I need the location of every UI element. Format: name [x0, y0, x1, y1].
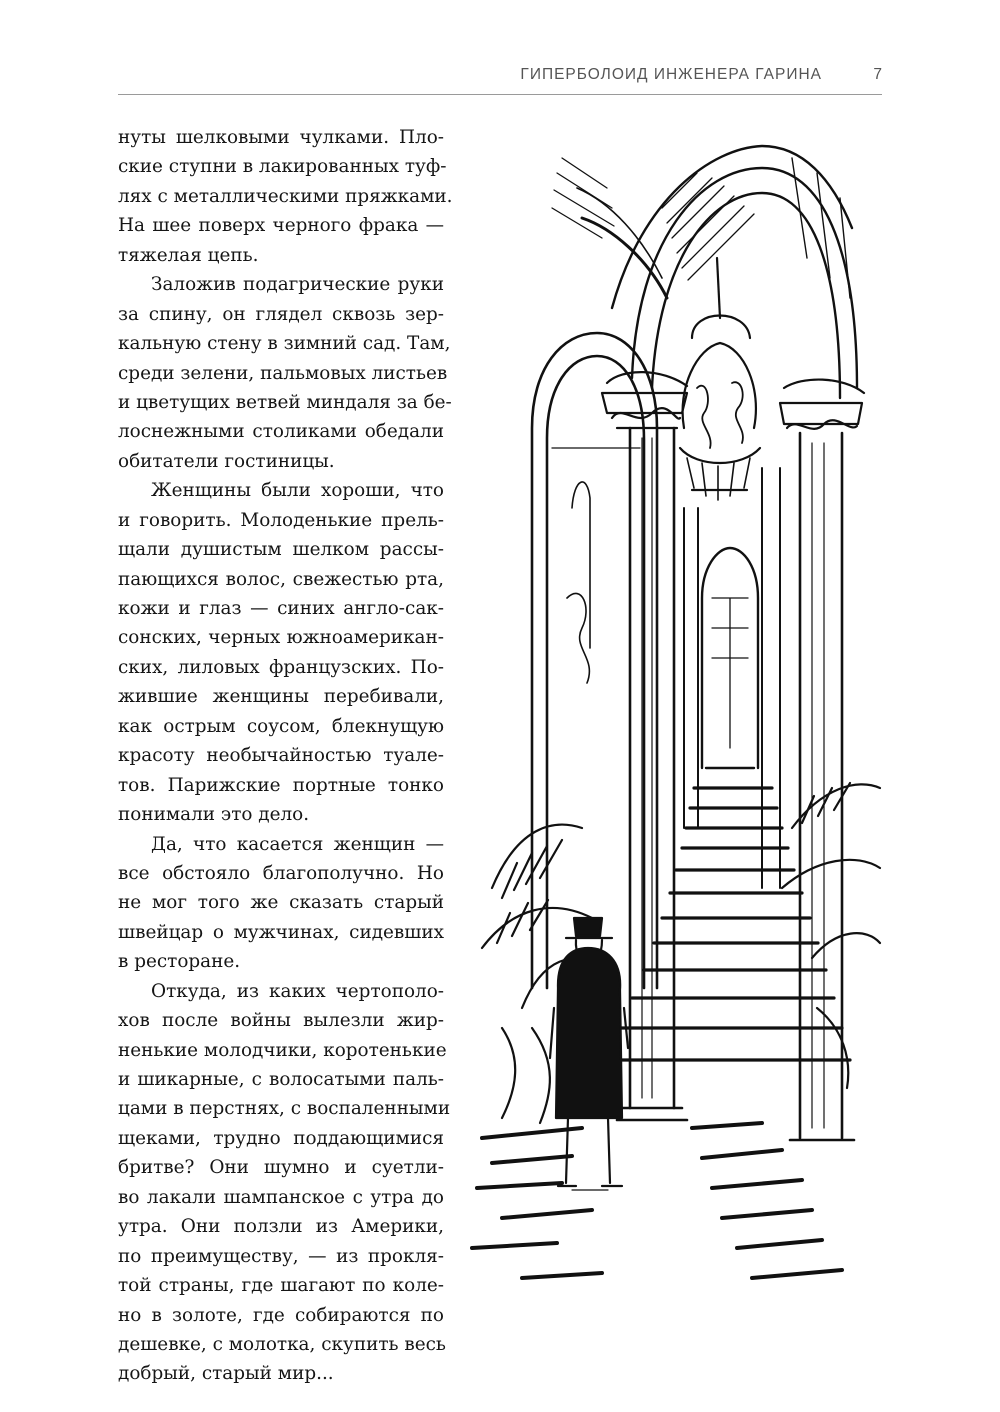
- text-line: щали душистым шелком рассы-: [118, 539, 444, 561]
- left-column: [617, 428, 687, 1120]
- text-line: понимали это дело.: [118, 804, 310, 826]
- text-line: лях с металлическими пряжками.: [118, 185, 453, 207]
- text-line: пающихся волос, свежестью рта,: [118, 568, 444, 590]
- text-line: и говорить. Молоденькие прель-: [118, 509, 444, 531]
- text-line: во лакали шампанское с утра до: [118, 1186, 444, 1208]
- text-line: той страны, где шагают по коле-: [118, 1275, 444, 1297]
- text-line: цами в перстнях, с воспаленными: [118, 1098, 451, 1120]
- text-line: кожи и глаз — синих англо-сак-: [118, 598, 444, 619]
- text-line: Заложив подагрические руки: [151, 274, 444, 296]
- text-line: ские ступни в лакированных туф-: [118, 156, 447, 178]
- text-line: нуты шелковыми чулками. Пло-: [118, 127, 444, 148]
- page-number: 7: [873, 66, 882, 83]
- text-line: сонских, черных южноамерикан-: [118, 627, 444, 649]
- text-line: кальную стену в зимний сад. Там,: [118, 333, 451, 355]
- text-line: в ресторане.: [118, 951, 241, 973]
- text-line: ненькие молодчики, коротенькие: [118, 1039, 447, 1061]
- chandelier: [680, 258, 760, 500]
- text-line: На шее поверх черного фрака —: [118, 215, 444, 237]
- right-capital: [780, 380, 864, 429]
- left-capital: [602, 372, 687, 428]
- text-line: утра. Они ползли из Америки,: [118, 1216, 444, 1238]
- text-line: красоту необычайностью туале-: [118, 745, 444, 767]
- center-columns: [684, 468, 780, 888]
- text-line: все обстояло благополучно. Но: [118, 862, 444, 884]
- ink-layer: [472, 146, 880, 1278]
- text-line: как острым соусом, блекнущую: [118, 715, 444, 737]
- text-line: Да, что касается женщин —: [151, 833, 444, 855]
- text-line: Откуда, из каких чертополо-: [151, 980, 444, 1002]
- text-line: бритве? Они шумно и суетли-: [118, 1157, 444, 1179]
- text-line: ских, лиловых французских. По-: [118, 656, 444, 678]
- body-text: [118, 123, 453, 1389]
- text-line: Женщины были хороши, что: [151, 480, 444, 502]
- hotel-hall-illustration: [462, 128, 882, 1303]
- text-line: обитатели гостиницы.: [118, 450, 335, 472]
- doorman-figure: [550, 918, 628, 1190]
- distant-doorway: [702, 548, 758, 768]
- text-line: за спину, он глядел сквозь зер-: [118, 303, 444, 325]
- text-line: хов после войны вылезли жир-: [118, 1010, 444, 1032]
- floor-streaks: [472, 1123, 842, 1278]
- palm-leaves-right: [782, 783, 880, 1088]
- text-line: добрый, старый мир...: [118, 1363, 334, 1385]
- left-arched-window: [532, 333, 657, 988]
- text-line: но в золоте, где собираются по: [118, 1304, 444, 1326]
- text-line: и цветущих ветвей миндаля за бе-: [118, 391, 452, 413]
- text-line: щеками, трудно поддающимися: [118, 1127, 444, 1149]
- text-line: и шикарные, с волосатыми паль-: [118, 1069, 444, 1090]
- text-line: швейцар о мужчинах, сидевших: [118, 921, 444, 943]
- text-line: жившие женщины перебивали,: [118, 686, 444, 708]
- text-line: лоснежными столиками обедали: [118, 421, 444, 443]
- running-header: [118, 66, 882, 95]
- text-line: дешевке, с молотка, скупить весь: [118, 1333, 446, 1355]
- text-line: тов. Парижские портные тонко: [118, 774, 444, 796]
- text-line: не мог того же сказать старый: [118, 892, 444, 914]
- text-line: тяжелая цепь.: [118, 244, 259, 266]
- text-line: по преимуществу, — из прокля-: [118, 1245, 444, 1267]
- text-line: среди зелени, пальмовых листьев: [118, 362, 448, 384]
- running-title: ГИПЕРБОЛОИД ИНЖЕНЕРА ГАРИНА: [520, 66, 822, 83]
